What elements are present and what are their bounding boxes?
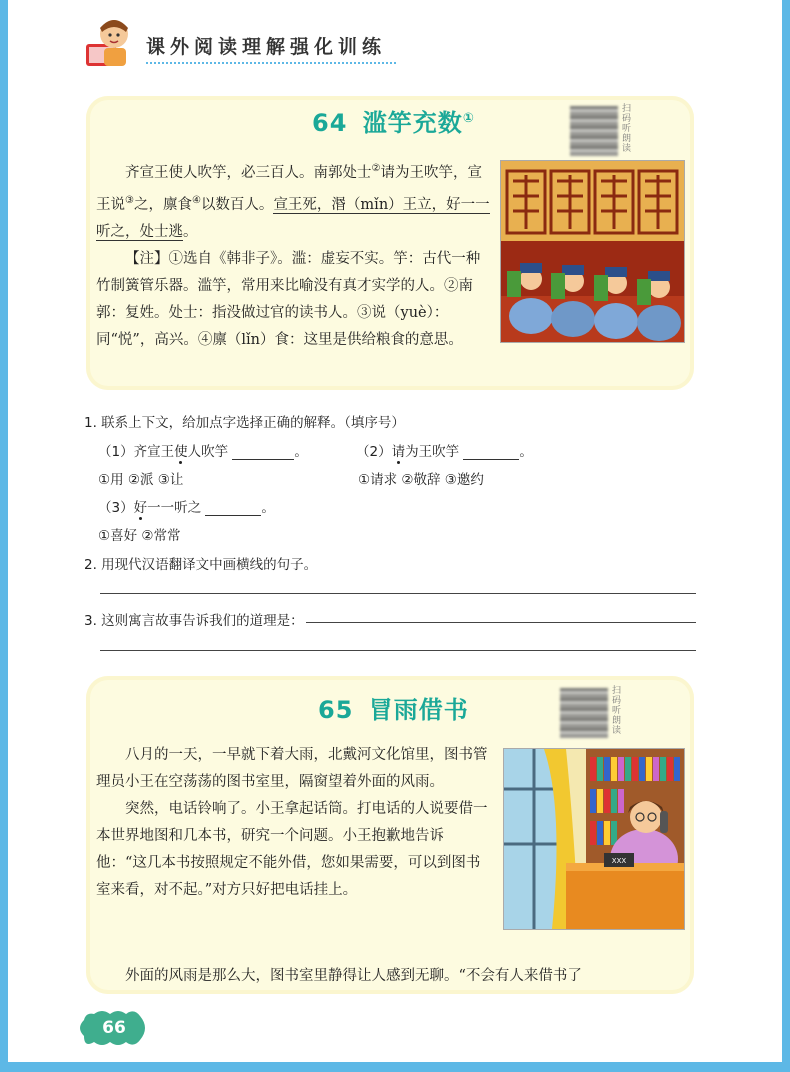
answer-blank-1-1[interactable] — [232, 445, 294, 460]
q1-2-period: 。 — [519, 444, 533, 460]
q1-2-suffix: 为王吹竽 — [405, 444, 460, 460]
phone-label: XXX — [611, 857, 627, 865]
reading-boy-mascot — [80, 14, 136, 72]
story-65-number: 65 — [318, 696, 354, 724]
qr-code-story-64[interactable] — [570, 106, 618, 156]
q1-1-period: 。 — [294, 444, 308, 460]
story-64-line2c: 以数百人。 — [200, 196, 274, 213]
story-65-last-line — [96, 963, 690, 990]
header-title: 课外阅读理解强化训练 — [146, 36, 387, 58]
story-65-name: 冒雨借书 — [368, 696, 469, 724]
story-64-line1: 齐宣王使人吹竽，必三百人。南郭处士 — [125, 164, 372, 181]
story-65-text — [96, 742, 492, 904]
answer-line-3a[interactable] — [306, 622, 696, 623]
question-1-3 — [98, 496, 275, 516]
question-1-2-options: ①请求 ②敬辞 ③邀约 — [358, 472, 484, 488]
illustration-librarian-phone — [503, 748, 685, 930]
story-65-title — [318, 690, 469, 725]
note-ref-4: ④ — [191, 194, 201, 206]
illustration-musicians-palace — [500, 160, 685, 343]
question-1-2 — [356, 440, 533, 460]
story-65-last-paragraph: 外面的风雨是那么大，图书室里静得让人感到无聊。“不会有人来借书了 — [125, 968, 582, 984]
story-64-period: 。 — [183, 223, 198, 240]
page-number-badge — [80, 1010, 148, 1046]
question-3: 3. 这则寓言故事告诉我们的道理是： — [84, 613, 304, 629]
qr-label-story-65: 扫码听朗读 — [612, 686, 622, 736]
story-64-title-note: ① — [462, 111, 475, 126]
q1-3-suffix: 一一听之 — [147, 500, 202, 516]
page-frame-left — [0, 0, 8, 1072]
page-header — [80, 12, 400, 72]
q1-2-dotted-char: 请 — [391, 444, 406, 460]
story-64-line2b: 之，廪食 — [133, 196, 192, 213]
q1-3-prefix: （3） — [98, 500, 134, 516]
note-ref-3: ③ — [125, 194, 134, 206]
question-1: 1. 联系上下文，给加点字选择正确的解释。（填序号） — [84, 415, 405, 431]
answer-blank-1-3[interactable] — [205, 501, 261, 516]
qr-code-story-65[interactable] — [560, 688, 608, 738]
page-number: 66 — [102, 1018, 126, 1038]
answer-line-2[interactable] — [100, 593, 696, 594]
answer-blank-1-2[interactable] — [463, 445, 519, 460]
underlined-sentence-part2: （mǐn）王立，好一一听之，处士逃 — [96, 196, 490, 240]
answer-line-3b[interactable] — [100, 650, 696, 651]
q1-3-dotted-char: 好 — [133, 500, 148, 516]
q1-3-period: 。 — [261, 500, 275, 516]
q1-1-dotted-char: 使 — [174, 444, 188, 460]
story-64-name: 滥竽充数 — [362, 109, 463, 137]
question-1-3-options: ①喜好 ②常常 — [98, 528, 181, 544]
q1-1-prefix: （1）齐宣王 — [98, 444, 175, 460]
q1-2-prefix: （2） — [356, 444, 392, 460]
question-1-1 — [98, 440, 308, 460]
story-64-line2a: 王吹竽，宣王说 — [96, 164, 482, 213]
story-64-title — [312, 103, 475, 138]
story-65-paragraph: 突然，电话铃响了。小王拿起话筒。打电话的人说要借一本世界地图和几本书，研究一个问题。小王抱歉地告诉他：“这几本书按照规定不能外借，您如果需要，可以到图书室来看，对不起。”对方只好把电话挂上。 — [96, 801, 488, 898]
story-64-number: 64 — [312, 109, 348, 137]
story-64-line1b: 请为 — [380, 164, 410, 181]
page-frame-bottom — [0, 1062, 790, 1072]
story-65-paragraph: 八月的一天，一早就下着大雨，北戴河文化馆里，图书管理员小王在空荡荡的图书室里，隔窗望着外面的风雨。 — [96, 747, 488, 790]
qr-label-story-64: 扫码听朗读 — [622, 104, 632, 154]
header-dotted-line — [146, 62, 396, 64]
note-ref-2: ② — [371, 163, 381, 174]
underlined-sentence-part1: 宣王死，湣 — [273, 196, 346, 213]
q1-1-suffix: 人吹竽 — [187, 444, 229, 460]
question-2: 2. 用现代汉语翻译文中画横线的句子。 — [84, 557, 318, 573]
notes-label: 【注】 — [125, 250, 169, 267]
story-64-notes: ①选自《韩非子》。滥：虚妄不实。竽：古代一种竹制簧管乐器。滥竽，常用来比喻没有真才实学的人。②南郭：复姓。处士：指没做过官的读书人。③说（yuè）：同“悦”，高兴。④廪（lǐn）食：这里是供给粮食的意思。 — [96, 250, 481, 348]
page-frame-right — [782, 0, 790, 1072]
story-64-text — [96, 155, 492, 354]
question-1-1-options: ①用 ②派 ③让 — [98, 472, 184, 488]
